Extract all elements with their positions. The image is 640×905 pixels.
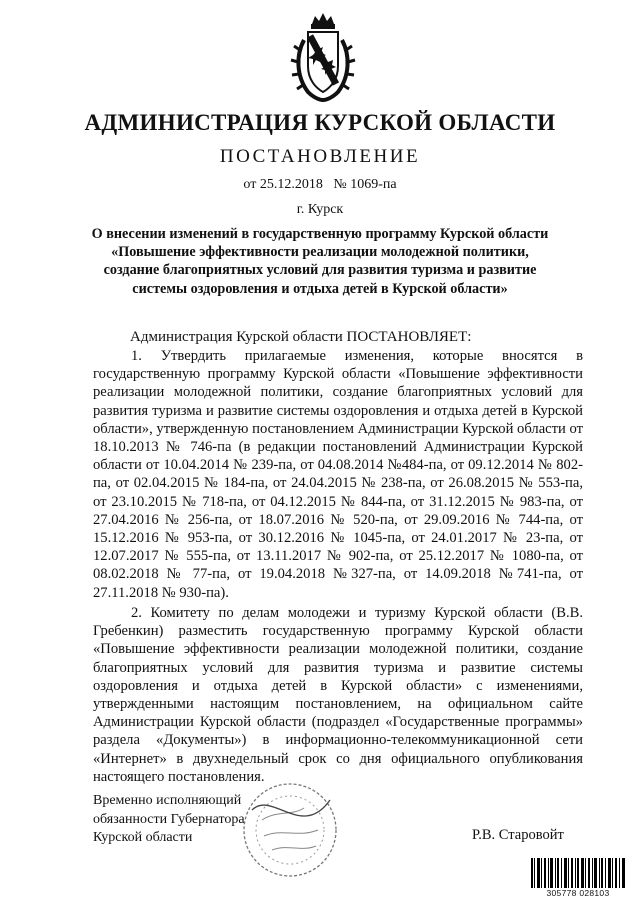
position-line-3: Курской области xyxy=(93,830,193,845)
document-title: О внесении изменений в государственную программу Курской области «Повышение эффективности реализации молодежной политики, создание благоприятных условий для развития туризма и развитие системы оздоровления и отдыха детей в Курской области» xyxy=(91,226,549,297)
barcode-number: 305778 028103 xyxy=(546,888,610,898)
barcode xyxy=(530,858,626,888)
date-prefix: от xyxy=(243,177,257,192)
signatory-name: Р.В. Старовойт xyxy=(472,827,564,843)
document-type: ПОСТАНОВЛЕНИЕ xyxy=(219,146,421,167)
paragraph-1: 1. Утвердить прилагаемые изменения, которые вносятся в государственную программу Курской области «Повышение эффективности реализации молодежной политики, создание благоприятных условий для развития туризма и развитие системы оздоровления и отдыха детей в Курской области», утвержденную постановлением Администрации Курской области от 18.10.2013 № 746-па (в редакции постановлений Администрации Курской области от 10.04.2014 № 239-па, от 04.08.2014 №484-па, от 09.12.2014 № 802-па, от 02.04.2015 № 184-па, от 24.04.2015 № 238-па, от 26.08.2015 № 553-па, от 23.10.2015 № 718-па, от 04.12.2015 № 844-па, от 31.12.2015 № 983-па, от 27.04.2016 № 256-па, от 18.07.2016 № 520-па, от 29.09.2016 № 744-па, от 15.12.2016 № 953-па, от 30.12.2016 № 1045-па, от 24.01.2017 № 23-па, от 12.07.2017 № 555-па, от 13.11.2017 № 902-па, от 25.12.2017 № 1080-па, от 08.02.2018 № 77-па, от 19.04.2018 №327-па, от 14.09.2018 №741-па, от 27.11.2018 № 930-па). xyxy=(93,348,583,601)
date-line xyxy=(0,177,640,193)
document-number: № 1069-па xyxy=(333,177,397,192)
coat-of-arms-emblem xyxy=(290,10,356,104)
document-date: 25.12.2018 xyxy=(259,177,323,192)
organization-name: АДМИНИСТРАЦИЯ КУРСКОЙ ОБЛАСТИ xyxy=(84,110,556,135)
position-line-1: Временно исполняющий xyxy=(93,793,242,808)
signatory-position xyxy=(93,792,245,848)
official-stamp xyxy=(232,780,348,880)
position-line-2: обязанности Губернатора xyxy=(93,811,245,827)
city: г. Курск xyxy=(296,202,344,217)
intro-line: Администрация Курской области ПОСТАНОВЛЯЕТ: xyxy=(130,329,472,345)
paragraph-2: 2. Комитету по делам молодежи и туризму Курской области (В.В. Гребенкин) разместить государственную программу Курской области «Повышение эффективности реализации молодежной политики, создание благоприятных условий для развития туризма и развитие системы оздоровления и отдыха детей в Курской области» с изменениями, утвержденными настоящим постановлением, на официальном сайте Администрации Курской области (подраздел «Государственные программы» раздела «Документы») в информационно-телекоммуникационной сети «Интернет» в двухнедельный срок со дня официального опубликования настоящего постановления. xyxy=(93,605,583,785)
